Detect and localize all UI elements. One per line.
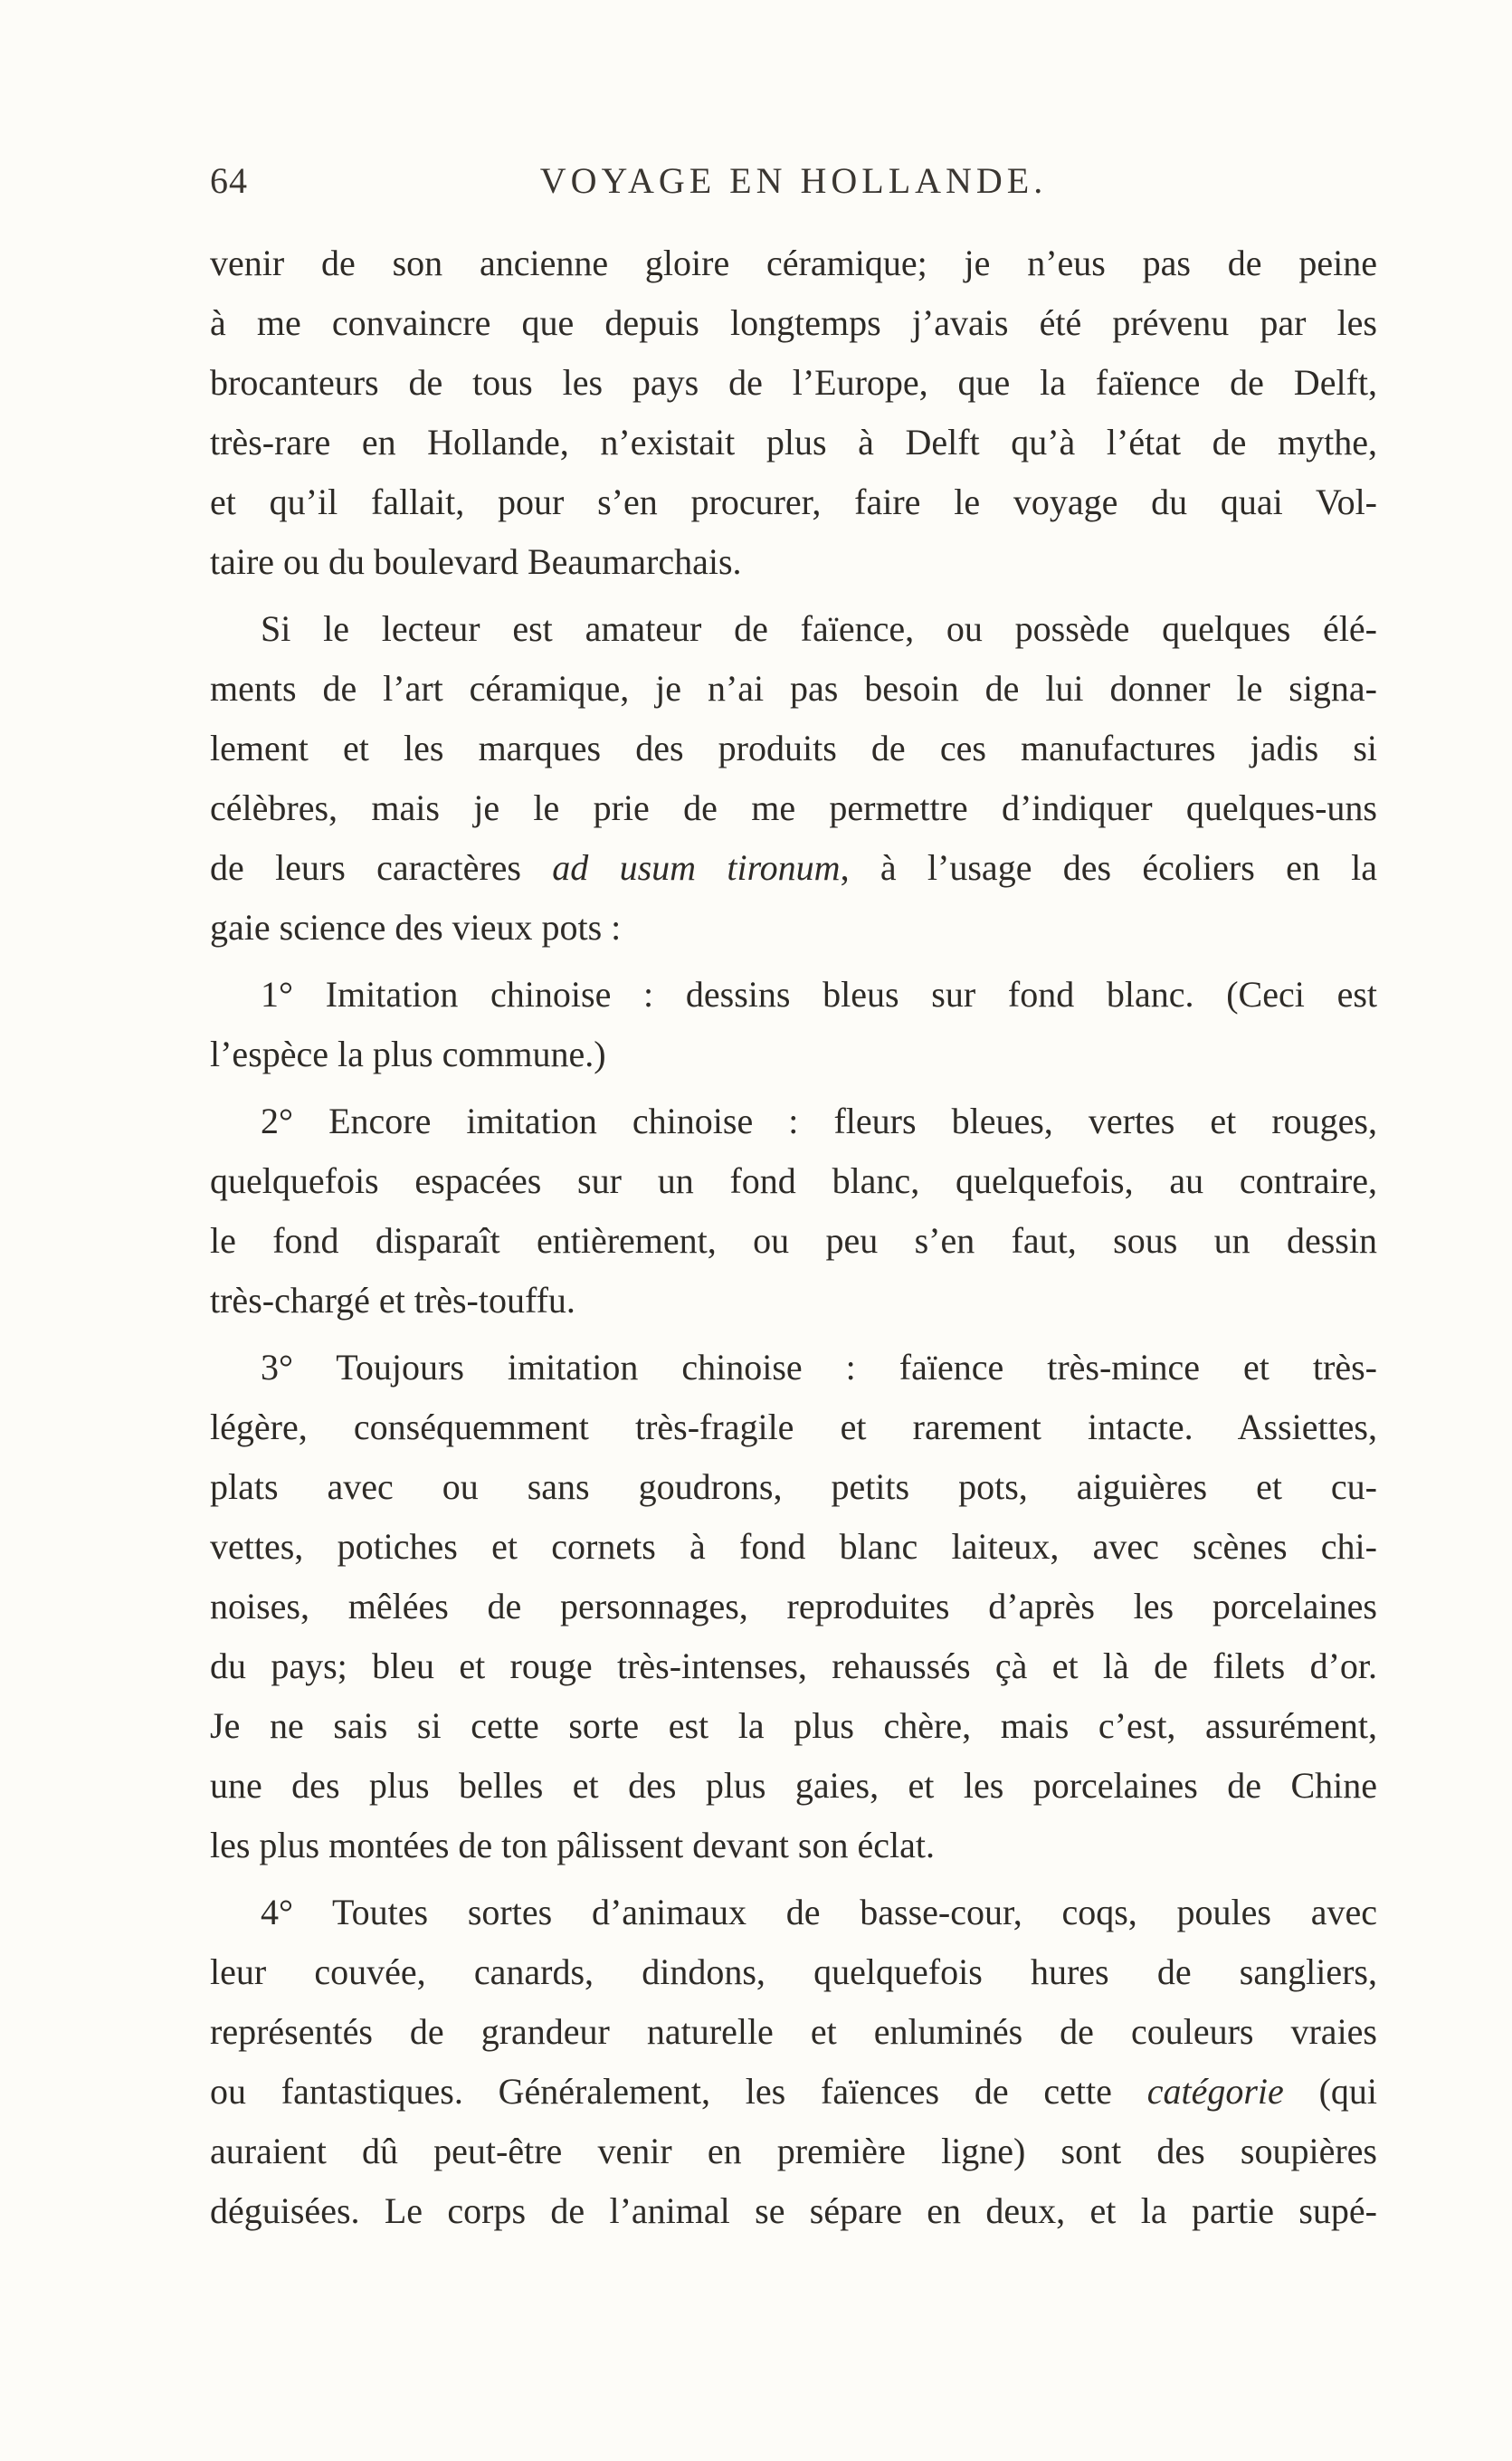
text-run: venir de son ancienne gloire céramique; je n’eus pas de peine [210, 243, 1377, 283]
text-run: représentés de grandeur naturelle et enluminés de couleurs vraies [210, 2011, 1377, 2052]
text-line [210, 472, 1377, 532]
text-run: Si le lecteur est amateur de faïence, ou possède quelques élé- [261, 608, 1377, 649]
running-title: VOYAGE EN HOLLANDE. [539, 160, 1048, 201]
text-line [210, 1457, 1377, 1517]
page-number: 64 [210, 160, 248, 201]
text-run: à me convaincre que depuis longtemps j’avais été prévenu par les [210, 302, 1377, 343]
text-run: plats avec ou sans goudrons, petits pots, aiguières et cu- [210, 1466, 1377, 1507]
text-run: 3° Toujours imitation chinoise : faïence très-mince et très- [261, 1347, 1377, 1388]
text-line [210, 353, 1377, 413]
text-line [210, 2181, 1377, 2241]
text-run: gaie science des vieux pots : [210, 907, 622, 948]
text-line [210, 1271, 1377, 1331]
text-line [210, 1397, 1377, 1457]
text-run: 2° Encore imitation chinoise : fleurs bleues, vertes et rouges, [261, 1101, 1377, 1141]
text-run: célèbres, mais je le prie de me permettre d’indiquer quelques-uns [210, 787, 1377, 828]
text-run: ments de l’art céramique, je n’ai pas besoin de lui donner le signa- [210, 668, 1377, 709]
text-line [210, 2062, 1377, 2122]
text-line [210, 1517, 1377, 1577]
page-header [210, 159, 1377, 214]
text-line [210, 599, 1377, 659]
text-line [210, 234, 1377, 293]
text-run: le fond disparaît entièrement, ou peu s’en faut, sous un dessin [210, 1220, 1377, 1261]
text-line [210, 1025, 1377, 1084]
text-line [210, 1696, 1377, 1756]
text-run: auraient dû peut-être venir en première ligne) sont des soupières [210, 2131, 1377, 2171]
body-text [210, 234, 1377, 2241]
text-run: lement et les marques des produits de ces manufactures jadis si [210, 728, 1377, 768]
text-line [210, 838, 1377, 898]
text-run: leur couvée, canards, dindons, quelquefois hures de sangliers, [210, 1951, 1377, 1992]
text-line [210, 1151, 1377, 1211]
text-run: taire ou du boulevard Beaumarchais. [210, 541, 742, 582]
text-line [210, 778, 1377, 838]
text-run: déguisées. Le corps de l’animal se sépare en deux, et la partie supé- [210, 2190, 1377, 2231]
text-line [210, 719, 1377, 778]
text-line [210, 1942, 1377, 2002]
text-line [210, 532, 1377, 592]
text-line [210, 1636, 1377, 1696]
text-line [210, 2122, 1377, 2181]
italic-term: catégorie [1146, 2071, 1284, 2112]
text-run: l’espèce la plus commune.) [210, 1034, 606, 1074]
text-line [210, 2002, 1377, 2062]
text-run: 4° Toutes sortes d’animaux de basse-cour, coqs, poules avec [261, 1892, 1377, 1932]
text-line [210, 413, 1377, 472]
text-run: légère, conséquemment très-fragile et rarement intacte. Assiettes, [210, 1407, 1377, 1447]
text-run: et qu’il fallait, pour s’en procurer, faire le voyage du quai Vol- [210, 482, 1377, 522]
text-run: du pays; bleu et rouge très-intenses, rehaussés çà et là de filets d’or. [210, 1645, 1377, 1686]
text-line [210, 1756, 1377, 1816]
text-line [210, 1211, 1377, 1271]
text-run: brocanteurs de tous les pays de l’Europe, que la faïence de Delft, [210, 362, 1377, 403]
text-run: ou fantastiques. Généralement, les faïences de cette [210, 2071, 1147, 2112]
text-line [210, 898, 1377, 958]
text-line [210, 1816, 1377, 1875]
text-run: , à l’usage des écoliers en la [840, 847, 1377, 888]
text-run: très-chargé et très-touffu. [210, 1280, 575, 1321]
text-run: quelquefois espacées sur un fond blanc, quelquefois, au contraire, [210, 1160, 1377, 1201]
text-run: (qui [1283, 2071, 1377, 2112]
text-line [210, 965, 1377, 1025]
text-line [210, 659, 1377, 719]
text-line [210, 1092, 1377, 1151]
text-line [210, 293, 1377, 353]
text-line [210, 1883, 1377, 1942]
text-run: très-rare en Hollande, n’existait plus à Delft qu’à l’état de mythe, [210, 422, 1377, 463]
text-run: Je ne sais si cette sorte est la plus chère, mais c’est, assurément, [210, 1705, 1377, 1746]
text-run: les plus montées de ton pâlissent devant son éclat. [210, 1825, 935, 1865]
text-run: une des plus belles et des plus gaies, et les porcelaines de Chine [210, 1765, 1377, 1806]
text-run: 1° Imitation chinoise : dessins bleus sur fond blanc. (Ceci est [261, 974, 1377, 1015]
text-line [210, 1338, 1377, 1397]
text-run: noises, mêlées de personnages, reproduites d’après les porcelaines [210, 1586, 1377, 1626]
text-line [210, 1577, 1377, 1636]
text-run: vettes, potiches et cornets à fond blanc laiteux, avec scènes chi- [210, 1526, 1377, 1567]
text-run: de leurs caractères [210, 847, 553, 888]
latin-phrase: ad usum tironum [552, 847, 841, 888]
